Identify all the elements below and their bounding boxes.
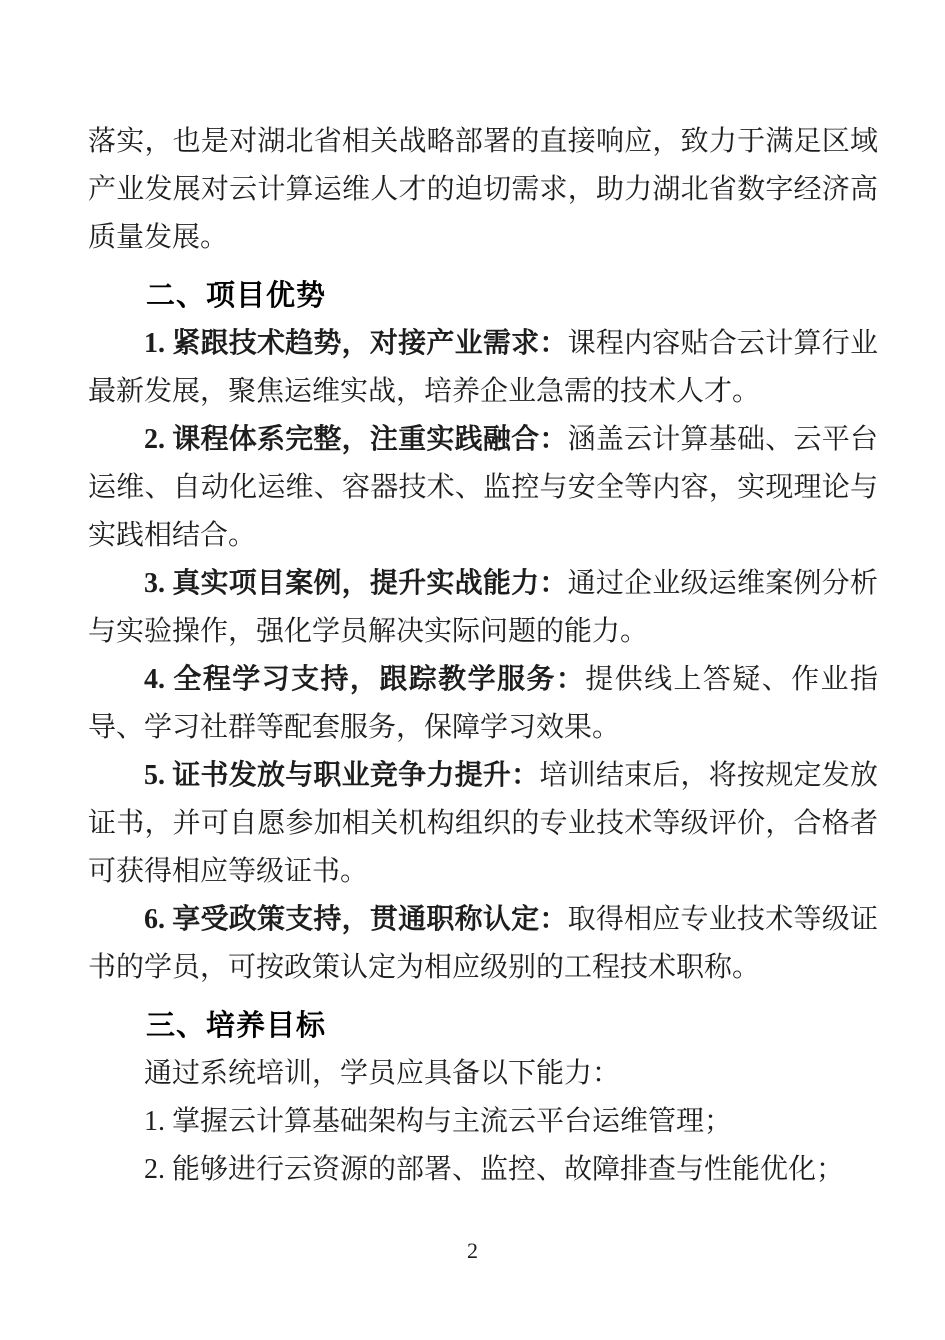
advantage-item-4 <box>88 656 878 752</box>
advantage-item-5-body: 培训结束后，将按规定发放证书，并可自愿参加相关机构组织的专业技术等级评价，合格者可获得相应等级证书。 <box>88 760 878 887</box>
advantage-item-3-body: 通过企业级运维案例分析与实验操作，强化学员解决实际问题的能力。 <box>88 568 878 647</box>
goal-item-2: 2. 能够进行云资源的部署、监控、故障排查与性能优化； <box>144 1154 845 1185</box>
advantage-item-6-body: 取得相应专业技术等级证书的学员，可按政策认定为相应级别的工程技术职称。 <box>88 904 878 983</box>
advantage-item-2-body: 涵盖云计算基础、云平台运维、自动化运维、容器技术、监控与安全等内容，实现理论与实践相结合。 <box>88 424 878 551</box>
advantage-item-6-lead: 6. 享受政策支持，贯通职称认定： <box>144 904 568 935</box>
advantage-item-1-body: 课程内容贴合云计算行业最新发展，聚焦运维实战，培养企业急需的技术人才。 <box>88 328 878 407</box>
goals-intro: 通过系统培训，学员应具备以下能力： <box>144 1058 621 1089</box>
advantage-item-4-body: 提供线上答疑、作业指导、学习社群等配套服务，保障学习效果。 <box>88 664 878 743</box>
advantage-item-1-lead: 1. 紧跟技术趋势，对接产业需求： <box>144 328 568 359</box>
advantage-item-2-lead: 2. 课程体系完整，注重实践融合： <box>144 424 568 455</box>
document-content <box>88 118 878 1194</box>
section-advantages-heading: 二、项目优势 <box>146 280 327 312</box>
section-goals-heading: 三、培养目标 <box>146 1010 327 1042</box>
advantage-item-5-lead: 5. 证书发放与职业竞争力提升： <box>144 760 540 791</box>
advantage-item-2 <box>88 416 878 560</box>
goal-item-1: 1. 掌握云计算基础架构与主流云平台运维管理； <box>144 1106 733 1137</box>
page-number: 2 <box>467 1238 478 1263</box>
continuation-paragraph: 落实，也是对湖北省相关战略部署的直接响应，致力于满足区域产业发展对云计算运维人才的迫切需求，助力湖北省数字经济高质量发展。 <box>88 126 878 253</box>
advantage-item-1 <box>88 320 878 416</box>
advantage-item-4-lead: 4. 全程学习支持，跟踪教学服务： <box>144 664 586 695</box>
advantage-item-3-lead: 3. 真实项目案例，提升实战能力： <box>144 568 568 599</box>
advantage-item-5 <box>88 752 878 896</box>
advantage-item-3 <box>88 560 878 656</box>
advantage-item-6 <box>88 896 878 992</box>
